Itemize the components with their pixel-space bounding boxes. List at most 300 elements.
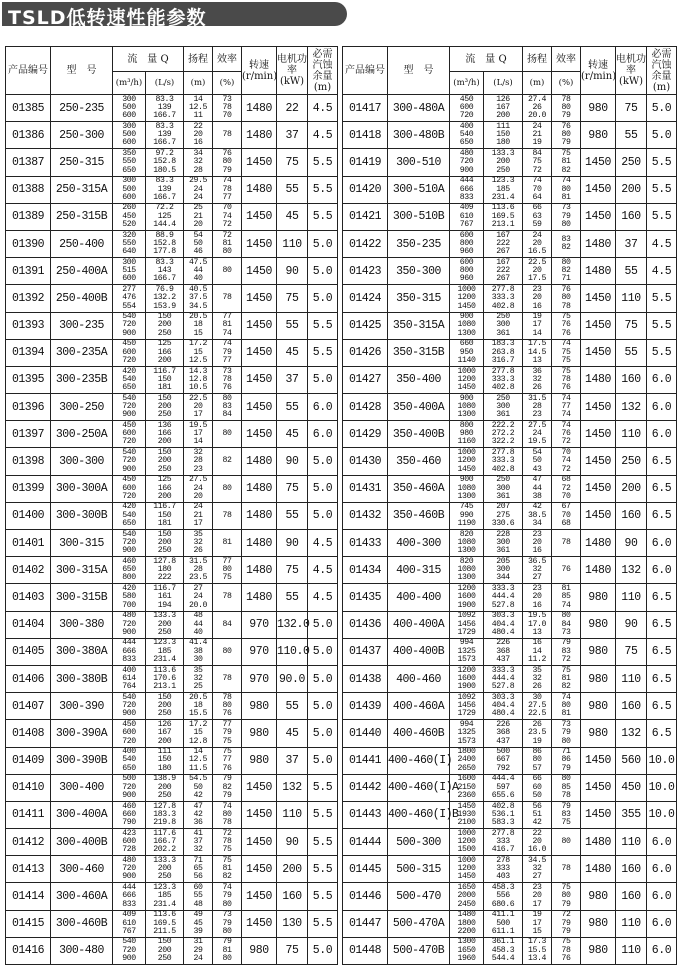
cell-efficiency-value: 77: [222, 719, 232, 729]
cell-flow-ls-value: 250: [496, 165, 510, 175]
cell-flow-m3h-value: 1200: [457, 665, 476, 675]
cell-head-value: 16: [532, 600, 542, 610]
cell-head-value: 41: [193, 828, 203, 838]
cell-efficiency: [213, 149, 242, 176]
cell-npsh: 6.5: [647, 611, 677, 638]
cell-head-value: 36.5: [527, 556, 547, 566]
cell-head-value: 11: [193, 111, 203, 121]
cell-flow-m3h-value: 720: [122, 864, 136, 874]
cell-code: 01436: [343, 611, 388, 638]
cell-power: 45: [277, 339, 308, 366]
cell-flow-ls-value: 527.8: [491, 682, 515, 692]
cell-flow-ls-value: 611.1: [491, 926, 515, 936]
cell-efficiency: [213, 285, 242, 312]
cell-flow-ls-value: 83.3: [155, 176, 174, 186]
cell-npsh: 5.0: [308, 937, 338, 964]
cell-power: 75: [277, 149, 308, 176]
cell-flow-ls-value: 444.4: [491, 592, 515, 602]
cell-flow-ls: [146, 747, 184, 774]
header-flow-ls: (L/s): [146, 72, 184, 95]
cell-efficiency-value: 79: [561, 138, 571, 148]
cell-flow-m3h-value: 300: [122, 257, 136, 267]
cell-flow-m3h-value: 600: [459, 230, 474, 240]
cell-head-value: 19: [532, 312, 542, 322]
cell-efficiency-value: 80: [561, 257, 571, 267]
cell-head-value: 14.3: [188, 366, 208, 376]
cell-code: 01402: [6, 557, 51, 584]
cell-efficiency: [213, 176, 242, 203]
table-body-left: [6, 95, 338, 965]
cell-npsh: 6.0: [647, 421, 677, 448]
cell-flow-ls-value: 250: [157, 954, 172, 964]
cell-flow-ls-value: 444.4: [491, 774, 515, 784]
cell-speed: 1450: [581, 149, 616, 176]
cell-flow-ls-value: 213.1: [153, 682, 176, 692]
cell-flow-ls: [146, 149, 184, 176]
cell-head-value: 20: [532, 592, 542, 602]
cell-flow-m3h-value: 400: [459, 121, 474, 131]
performance-table-left: [5, 46, 338, 965]
cell-model: 250-400A: [51, 258, 113, 285]
cell-flow-m3h: [450, 747, 484, 774]
cell-speed: 1450: [242, 339, 277, 366]
cell-flow-m3h-value: 700: [122, 600, 136, 610]
cell-model: 500-300: [388, 829, 450, 856]
cell-flow-ls-value: 200: [157, 456, 172, 466]
cell-flow-ls-value: 277.8: [491, 284, 515, 294]
cell-efficiency-value: 81: [222, 238, 232, 248]
table-row: [343, 285, 677, 312]
cell-flow-ls-value: 113.6: [153, 665, 176, 675]
cell-flow-m3h: [113, 665, 146, 692]
cell-head-value: 56: [193, 872, 203, 882]
cell-code: 01393: [6, 312, 51, 339]
header-model: 型 号: [51, 47, 113, 95]
cell-head: [184, 258, 213, 285]
cell-flow-ls-value: 368: [496, 646, 510, 656]
table-row: [6, 122, 338, 149]
cell-head: [523, 258, 552, 285]
cell-efficiency-value: 72: [561, 483, 571, 493]
cell-head: [523, 801, 552, 828]
header-npsh-unit: (m): [652, 81, 671, 93]
cell-flow-m3h: [113, 910, 146, 937]
cell-efficiency-value: 80: [561, 219, 571, 229]
table-row: [6, 829, 338, 856]
cell-efficiency-value: 72: [561, 437, 571, 447]
cell-flow-m3h-value: 1000: [457, 855, 476, 865]
cell-flow-m3h: [113, 557, 146, 584]
cell-flow-m3h-value: 1200: [457, 374, 476, 384]
cell-flow-ls-value: 416.7: [491, 845, 515, 855]
cell-flow-ls-value: 83.3: [155, 121, 174, 131]
cell-head-value: 23: [532, 284, 542, 294]
cell-code: 01439: [343, 693, 388, 720]
cell-flow-m3h-value: 1300: [457, 573, 476, 583]
cell-flow-m3h-value: 767: [122, 926, 136, 936]
cell-power: 55: [616, 258, 647, 285]
cell-flow-ls-value: 202.2: [153, 845, 176, 855]
cell-model: 350-235: [388, 230, 450, 257]
cell-flow-ls-value: 133.3: [153, 855, 176, 865]
cell-head: [184, 285, 213, 312]
cell-flow-m3h-value: 900: [122, 328, 136, 338]
cell-efficiency-value: 75: [561, 665, 571, 675]
cell-efficiency-value: 80: [222, 701, 232, 711]
cell-head-value: 31.5: [527, 393, 547, 403]
cell-efficiency-value: 76: [561, 284, 571, 294]
cell-flow-m3h-value: 1080: [457, 402, 476, 411]
cell-head-value: 29.5: [188, 176, 208, 186]
cell-flow-m3h-value: 900: [459, 393, 474, 403]
cell-head-value: 13.4: [527, 954, 547, 964]
cell-npsh: 5.5: [647, 339, 677, 366]
table-row: [6, 638, 338, 665]
cell-flow-m3h-value: 277: [122, 284, 136, 294]
cell-efficiency-value: 82: [561, 165, 571, 175]
cell-npsh: 6.5: [647, 584, 677, 611]
cell-efficiency-value: 80: [561, 837, 571, 846]
cell-flow-m3h: [113, 530, 146, 557]
cell-flow-m3h: [113, 394, 146, 421]
cell-head-value: 60: [532, 782, 542, 792]
cell-flow-m3h-value: 600: [459, 102, 474, 112]
cell-code: 01440: [343, 720, 388, 747]
cell-speed: 1450: [581, 774, 616, 801]
cell-head-value: 26: [193, 546, 203, 556]
cell-flow-m3h-value: 540: [459, 130, 474, 140]
cell-head-value: 21: [193, 211, 203, 221]
cell-efficiency-value: 78: [222, 837, 232, 846]
cell-head-value: 17: [193, 429, 203, 439]
cell-power: 75: [616, 638, 647, 665]
cell-flow-m3h-value: 1080: [457, 537, 476, 547]
cell-efficiency-value: 80: [561, 184, 571, 194]
cell-npsh: 5.5: [308, 883, 338, 910]
cell-flow-m3h-value: 540: [122, 755, 136, 765]
cell-flow-ls-value: 200: [157, 736, 172, 746]
cell-flow-m3h-value: 720: [122, 619, 136, 629]
cell-efficiency-value: 76: [561, 328, 571, 338]
cell-flow-ls-value: 300: [496, 565, 510, 575]
cell-head-value: 28: [193, 565, 203, 575]
cell-head-value: 47: [532, 475, 542, 485]
cell-flow-m3h-value: 420: [122, 366, 136, 376]
cell-head-value: 75: [532, 157, 542, 167]
cell-code: 01444: [343, 829, 388, 856]
cell-flow-m3h-value: 1080: [457, 320, 476, 330]
cell-flow-ls: [484, 829, 523, 856]
table-row: [343, 448, 677, 475]
cell-power: 160: [277, 883, 308, 910]
cell-flow-ls-value: 544.4: [491, 954, 515, 964]
cell-efficiency: [552, 421, 581, 448]
cell-speed: 1480: [242, 475, 277, 502]
table-row: [6, 394, 338, 421]
cell-flow-ls-value: 250: [496, 475, 510, 485]
cell-efficiency-value: 76: [222, 149, 232, 159]
cell-flow-m3h-value: 300: [122, 94, 136, 104]
cell-flow-m3h-value: 540: [122, 529, 136, 539]
cell-efficiency: [552, 937, 581, 964]
cell-head: [523, 122, 552, 149]
cell-flow-m3h-value: 600: [122, 837, 136, 846]
cell-flow-ls-value: 361.1: [491, 937, 515, 947]
cell-flow-m3h-value: 650: [122, 565, 136, 575]
cell-model: 250-300: [51, 122, 113, 149]
table-row: [6, 774, 338, 801]
cell-npsh: 4.5: [308, 95, 338, 122]
cell-flow-m3h-value: 350: [122, 149, 136, 159]
cell-efficiency-value: 84: [222, 619, 232, 629]
cell-head-value: 15.5: [527, 945, 547, 955]
cell-head-value: 24: [193, 954, 203, 964]
cell-flow-ls: [146, 910, 184, 937]
cell-head-value: 44: [532, 483, 542, 493]
cell-flow-ls: [146, 693, 184, 720]
cell-flow-ls-value: 200: [157, 619, 172, 629]
cell-power: 355: [616, 801, 647, 828]
cell-flow-ls-value: 166: [157, 347, 172, 357]
cell-model: 300-315: [51, 530, 113, 557]
table-row: [343, 720, 677, 747]
cell-head: [523, 584, 552, 611]
cell-efficiency: [213, 693, 242, 720]
cell-flow-m3h: [450, 910, 484, 937]
cell-flow-m3h: [450, 856, 484, 883]
cell-flow-m3h-value: 900: [122, 546, 136, 556]
cell-efficiency: [552, 638, 581, 665]
header-npsh-unit: (m): [313, 81, 332, 93]
cell-flow-m3h-value: 900: [122, 954, 136, 964]
cell-flow-ls-value: 200: [157, 491, 172, 501]
cell-efficiency-value: 82: [561, 266, 571, 276]
cell-flow-ls-value: 263.8: [491, 347, 515, 357]
cell-code: 01430: [343, 448, 388, 475]
cell-speed: 970: [242, 638, 277, 665]
cell-code: 01434: [343, 557, 388, 584]
cell-efficiency-value: 77: [222, 192, 232, 202]
cell-code: 01415: [6, 910, 51, 937]
cell-efficiency: [213, 856, 242, 883]
cell-speed: 1450: [242, 312, 277, 339]
cell-flow-m3h-value: 2360: [457, 790, 476, 800]
cell-flow-m3h: [113, 122, 146, 149]
cell-model: 350-315: [388, 285, 450, 312]
cell-npsh: 4.5: [647, 258, 677, 285]
cell-flow-ls-value: 177.8: [153, 247, 176, 257]
cell-flow-ls-value: 583.3: [491, 818, 515, 828]
cell-efficiency-value: 76: [561, 121, 571, 131]
cell-head-value: 16.0: [527, 845, 547, 855]
cell-model: 300-460: [51, 856, 113, 883]
cell-flow-ls-value: 111: [157, 747, 172, 757]
cell-head-value: 16: [532, 301, 542, 311]
cell-flow-m3h-value: 767: [459, 219, 474, 229]
cell-power: 560: [616, 747, 647, 774]
cell-model: 300-400: [51, 774, 113, 801]
table-row: [6, 747, 338, 774]
cell-efficiency: [552, 883, 581, 910]
cell-efficiency-value: 79: [561, 918, 571, 928]
cell-speed: 1480: [242, 176, 277, 203]
cell-flow-m3h-value: 1800: [457, 747, 476, 757]
cell-flow-ls-value: 200: [496, 111, 510, 121]
cell-npsh: 5.5: [647, 203, 677, 230]
cell-head: [184, 122, 213, 149]
cell-efficiency: [552, 366, 581, 393]
cell-code: 01417: [343, 95, 388, 122]
cell-flow-m3h: [450, 122, 484, 149]
cell-power: 37: [277, 366, 308, 393]
cell-speed: 1450: [242, 230, 277, 257]
table-row: [6, 176, 338, 203]
cell-efficiency: [552, 95, 581, 122]
table-row: [6, 448, 338, 475]
cell-head-value: 70: [532, 184, 542, 194]
cell-head-value: 32: [532, 673, 542, 683]
table-row: [343, 584, 677, 611]
cell-head-value: 27.5: [527, 701, 547, 711]
cell-efficiency-value: 80: [222, 266, 232, 276]
table-row: [6, 230, 338, 257]
cell-flow-ls-value: 139: [157, 130, 172, 140]
cell-head-value: 20: [532, 293, 542, 303]
cell-flow-m3h-value: 790: [122, 818, 136, 828]
cell-efficiency-value: 78: [222, 374, 232, 384]
cell-head-value: 56: [532, 801, 542, 811]
cell-flow-ls-value: 97.2: [155, 149, 174, 159]
cell-flow-m3h: [113, 584, 146, 611]
cell-flow-ls-value: 333.3: [491, 456, 515, 466]
cell-npsh: 10.0: [647, 774, 677, 801]
cell-head: [184, 720, 213, 747]
cell-power: 250: [616, 149, 647, 176]
cell-flow-m3h-value: 500: [122, 102, 136, 112]
cell-flow-m3h-value: 1480: [457, 910, 476, 920]
table-row: [6, 258, 338, 285]
cell-flow-m3h: [113, 638, 146, 665]
cell-head-value: 25: [193, 203, 203, 213]
cell-efficiency: [213, 475, 242, 502]
cell-power: 22: [277, 95, 308, 122]
cell-flow-ls-value: 361: [496, 491, 510, 501]
cell-speed: 1480: [242, 122, 277, 149]
header-head: 扬程: [523, 47, 552, 72]
cell-code: 01429: [343, 421, 388, 448]
cell-npsh: 6.0: [647, 366, 677, 393]
cell-speed: 1450: [581, 801, 616, 828]
cell-flow-ls: [484, 883, 523, 910]
cell-npsh: 5.5: [647, 285, 677, 312]
header-speed: 转速: [588, 59, 609, 71]
cell-speed: 980: [581, 910, 616, 937]
cell-head-value: 16: [193, 138, 203, 148]
cell-head-value: 38: [193, 646, 203, 656]
cell-flow-ls-value: 277.8: [491, 366, 515, 376]
cell-head-value: 18: [193, 701, 203, 711]
cell-efficiency-value: 78: [222, 293, 232, 303]
cell-npsh: 5.0: [308, 448, 338, 475]
cell-flow-m3h-value: 1450: [457, 801, 476, 811]
cell-power: 75: [277, 475, 308, 502]
cell-head-value: 32: [532, 864, 542, 874]
cell-flow-m3h-value: 1960: [457, 954, 476, 964]
cell-npsh: 6.0: [647, 910, 677, 937]
cell-head-value: 26: [532, 383, 542, 393]
cell-power: 90: [277, 530, 308, 557]
cell-efficiency-value: 83: [561, 646, 571, 656]
cell-code: 01431: [343, 475, 388, 502]
cell-model: 250-400B: [51, 285, 113, 312]
cell-flow-ls: [484, 366, 523, 393]
cell-flow-ls-value: 437: [496, 654, 510, 664]
table-row: [6, 557, 338, 584]
cell-flow-m3h-value: 1300: [457, 546, 476, 556]
cell-flow-ls: [484, 693, 523, 720]
cell-flow-m3h-value: 550: [122, 157, 136, 167]
cell-efficiency: [213, 584, 242, 611]
cell-flow-m3h-value: 450: [122, 475, 136, 485]
cell-head-value: 44: [193, 266, 203, 276]
cell-flow-ls-value: 117.6: [153, 828, 176, 838]
table-row: [6, 502, 338, 529]
cell-efficiency-value: 75: [222, 747, 232, 757]
cell-flow-ls-value: 200: [157, 402, 172, 411]
cell-model: 350-400B: [388, 421, 450, 448]
cell-code: 01443: [343, 801, 388, 828]
cell-efficiency-value: 75: [561, 149, 571, 159]
cell-efficiency-value: 80: [222, 157, 232, 167]
cell-head: [184, 665, 213, 692]
cell-efficiency-value: 78: [561, 945, 571, 955]
cell-power: 45: [277, 720, 308, 747]
cell-flow-ls-value: 250: [157, 872, 172, 882]
cell-head-value: 64: [532, 192, 542, 202]
cell-flow-m3h: [113, 883, 146, 910]
cell-speed: 1450: [581, 421, 616, 448]
cell-efficiency-value: 74: [561, 176, 571, 186]
cell-efficiency-value: 75: [561, 312, 571, 322]
cell-head: [523, 475, 552, 502]
cell-head-value: 40.5: [188, 284, 208, 294]
cell-flow-m3h-value: 800: [459, 266, 474, 276]
cell-head-value: 27: [532, 872, 542, 882]
cell-code: 01407: [6, 693, 51, 720]
cell-efficiency-value: 76: [561, 565, 571, 575]
header-code: 产品编号: [6, 47, 51, 95]
title-banner: [2, 2, 347, 29]
cell-head-value: 40: [193, 627, 203, 637]
cell-flow-m3h-value: 1450: [457, 383, 476, 393]
cell-head-value: 50: [532, 456, 542, 466]
cell-flow-ls: [146, 665, 184, 692]
cell-efficiency: [552, 448, 581, 475]
cell-flow-m3h-value: 960: [459, 274, 474, 284]
cell-flow-ls-value: 344: [496, 573, 510, 583]
cell-head: [184, 638, 213, 665]
cell-efficiency: [552, 285, 581, 312]
cell-efficiency: [552, 720, 581, 747]
cell-efficiency-value: 73: [561, 719, 571, 729]
cell-efficiency-value: 80: [561, 736, 571, 746]
cell-efficiency-value: 80: [561, 611, 571, 621]
cell-model: 400-400: [388, 584, 450, 611]
cell-efficiency-value: 77: [222, 556, 232, 566]
cell-flow-ls: [146, 502, 184, 529]
cell-speed: 980: [581, 883, 616, 910]
cell-npsh: 6.0: [647, 937, 677, 964]
